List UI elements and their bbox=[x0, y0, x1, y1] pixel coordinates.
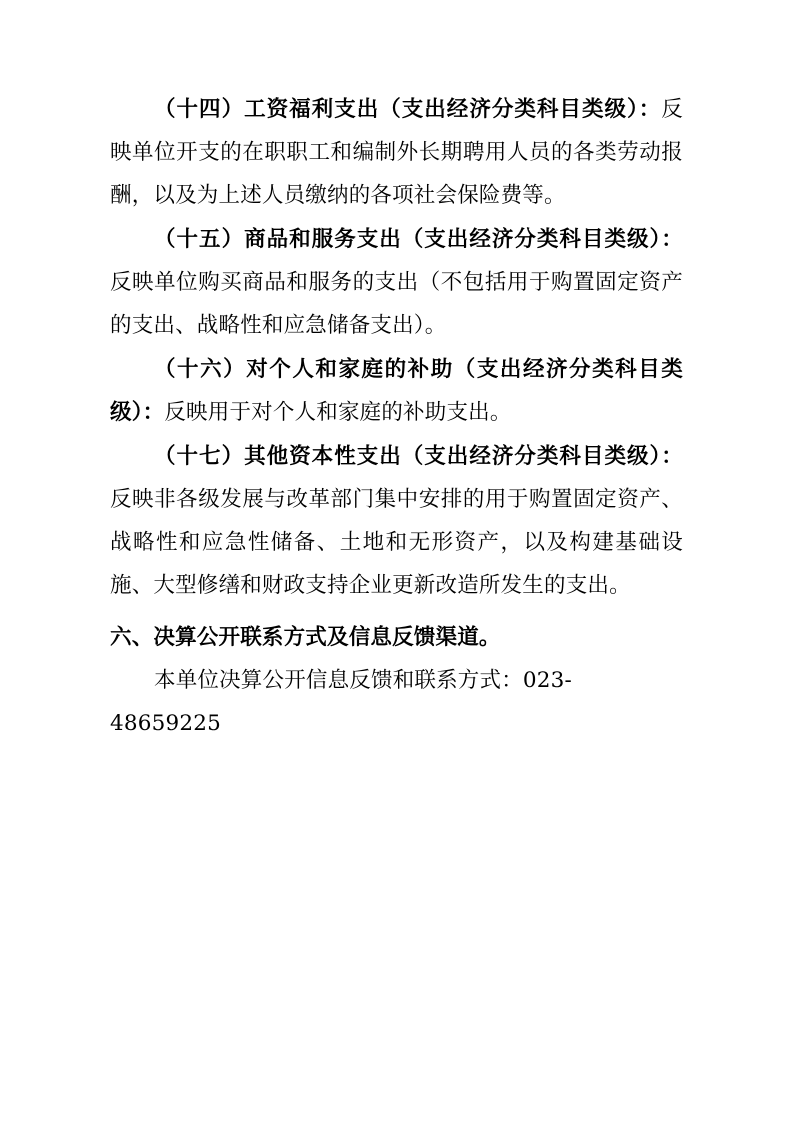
paragraph-lead: （十四）工资福利支出（支出经济分类科目类级）： bbox=[154, 97, 662, 122]
contact-line: 本单位决算公开信息反馈和联系方式：023-48659225 bbox=[110, 668, 573, 736]
paragraph-item-17 bbox=[110, 435, 683, 607]
paragraph-body: 反映单位购买商品和服务的支出（不包括用于购置固定资产的支出、战略性和应急储备支出）。 bbox=[110, 270, 683, 338]
paragraph-lead: （十六）对个人和家庭的补助（支出经济分类科目类级）： bbox=[110, 357, 683, 425]
paragraph-body: 反映单位开支的在职职工和编制外长期聘用人员的各类劳动报酬，以及为上述人员缴纳的各项社会保险费等。 bbox=[110, 97, 683, 208]
paragraph-lead: （十七）其他资本性支出（支出经济分类科目类级）： bbox=[154, 444, 683, 469]
paragraph-body: 反映非各级发展与改革部门集中安排的用于购置固定资产、战略性和应急性储备、土地和无形资产，以及构建基础设施、大型修缮和财政支持企业更新改造所发生的支出。 bbox=[110, 487, 683, 598]
section-spacer bbox=[110, 608, 683, 610]
paragraph-item-15 bbox=[110, 218, 683, 347]
paragraph-body: 反映用于对个人和家庭的补助支出。 bbox=[164, 400, 512, 425]
paragraph-item-16 bbox=[110, 348, 683, 434]
paragraph-item-14 bbox=[110, 88, 683, 217]
section-heading: 六、决算公开联系方式及信息反馈渠道。 bbox=[110, 625, 501, 650]
paragraph-lead: （十五）商品和服务支出（支出经济分类科目类级）： bbox=[154, 227, 683, 252]
